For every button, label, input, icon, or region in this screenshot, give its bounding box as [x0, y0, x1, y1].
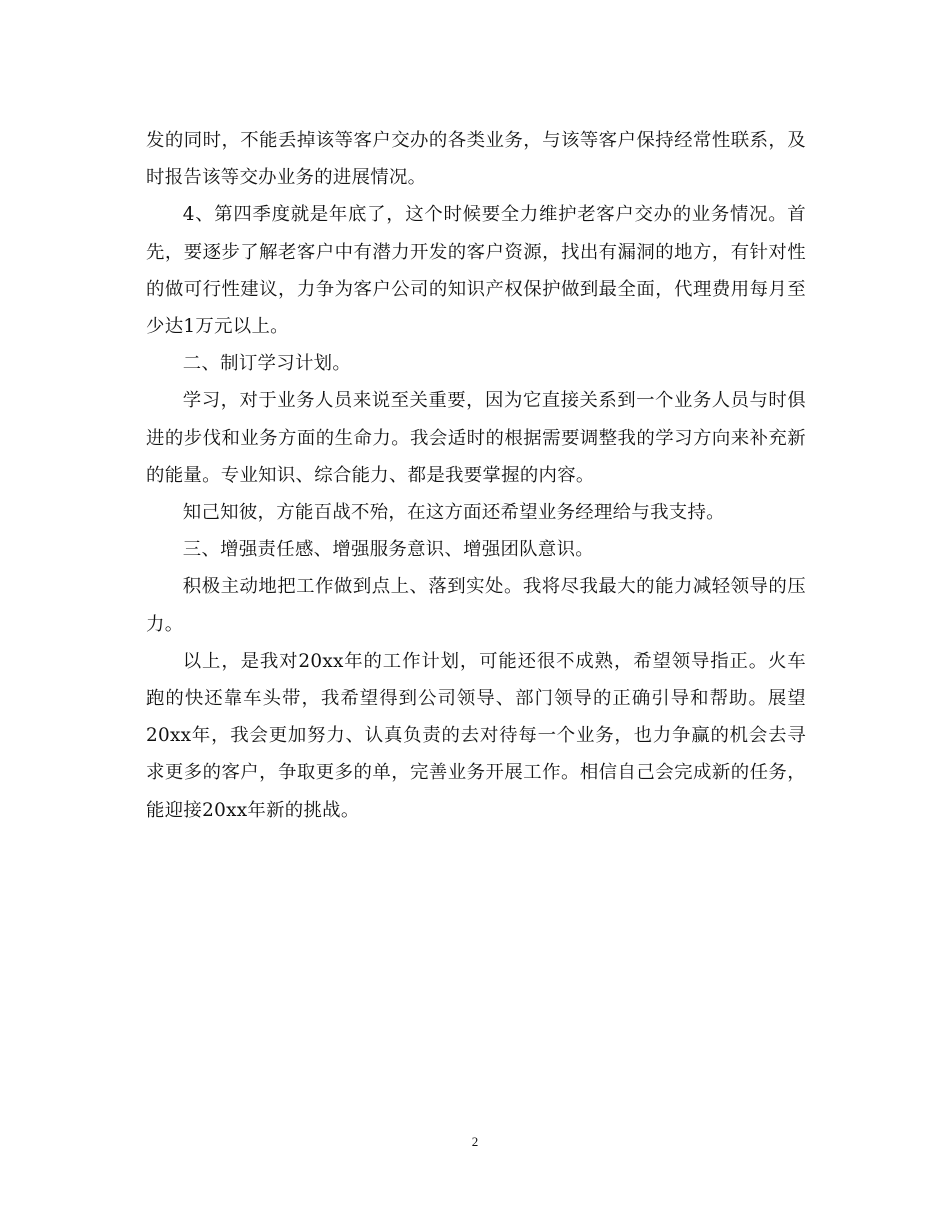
- paragraph-study: 学习，对于业务人员来说至关重要，因为它直接关系到一个业务人员与时俱进的步伐和业务方面的生命力。我会适时的根据需要调整我的学习方向来补充新的能量。专业知识、综合能力、都是我要掌握的内容。: [146, 390, 806, 486]
- document-body: [146, 122, 806, 829]
- paragraph-continuation: 发的同时，不能丢掉该等客户交办的各类业务，与该等客户保持经常性联系，及时报告该等交办业务的进展情况。: [146, 130, 806, 189]
- section-heading-study-plan: 二、制订学习计划。: [182, 353, 352, 375]
- paragraph-proactive: 积极主动地把工作做到点上、落到实处。我将尽我最大的能力减轻领导的压力。: [146, 576, 806, 635]
- page-number: 2: [471, 1134, 479, 1149]
- paragraph-q4-plan: 4、第四季度就是年底了，这个时候要全力维护老客户交办的业务情况。首先，要逐步了解老客户中有潜力开发的客户资源，找出有漏洞的地方，有针对性的做可行性建议，力争为客户公司的知识产权保护做到最全面，代理费用每月至少达1万元以上。: [146, 204, 806, 338]
- paragraph-conclusion: 以上，是我对20xx年的工作计划，可能还很不成熟，希望领导指正。火车跑的快还靠车头带，我希望得到公司领导、部门领导的正确引导和帮助。展望20xx年，我会更加努力、认真负责的去对待每一个业务，也力争赢的机会去寻求更多的客户，争取更多的单，完善业务开展工作。相信自己会完成新的任务，能迎接20xx年新的挑战。: [146, 650, 806, 821]
- section-heading-responsibility: 三、增强责任感、增强服务意识、增强团队意识。: [182, 539, 594, 561]
- paragraph-know-yourself: 知己知彼，方能百战不殆，在这方面还希望业务经理给与我支持。: [182, 502, 725, 524]
